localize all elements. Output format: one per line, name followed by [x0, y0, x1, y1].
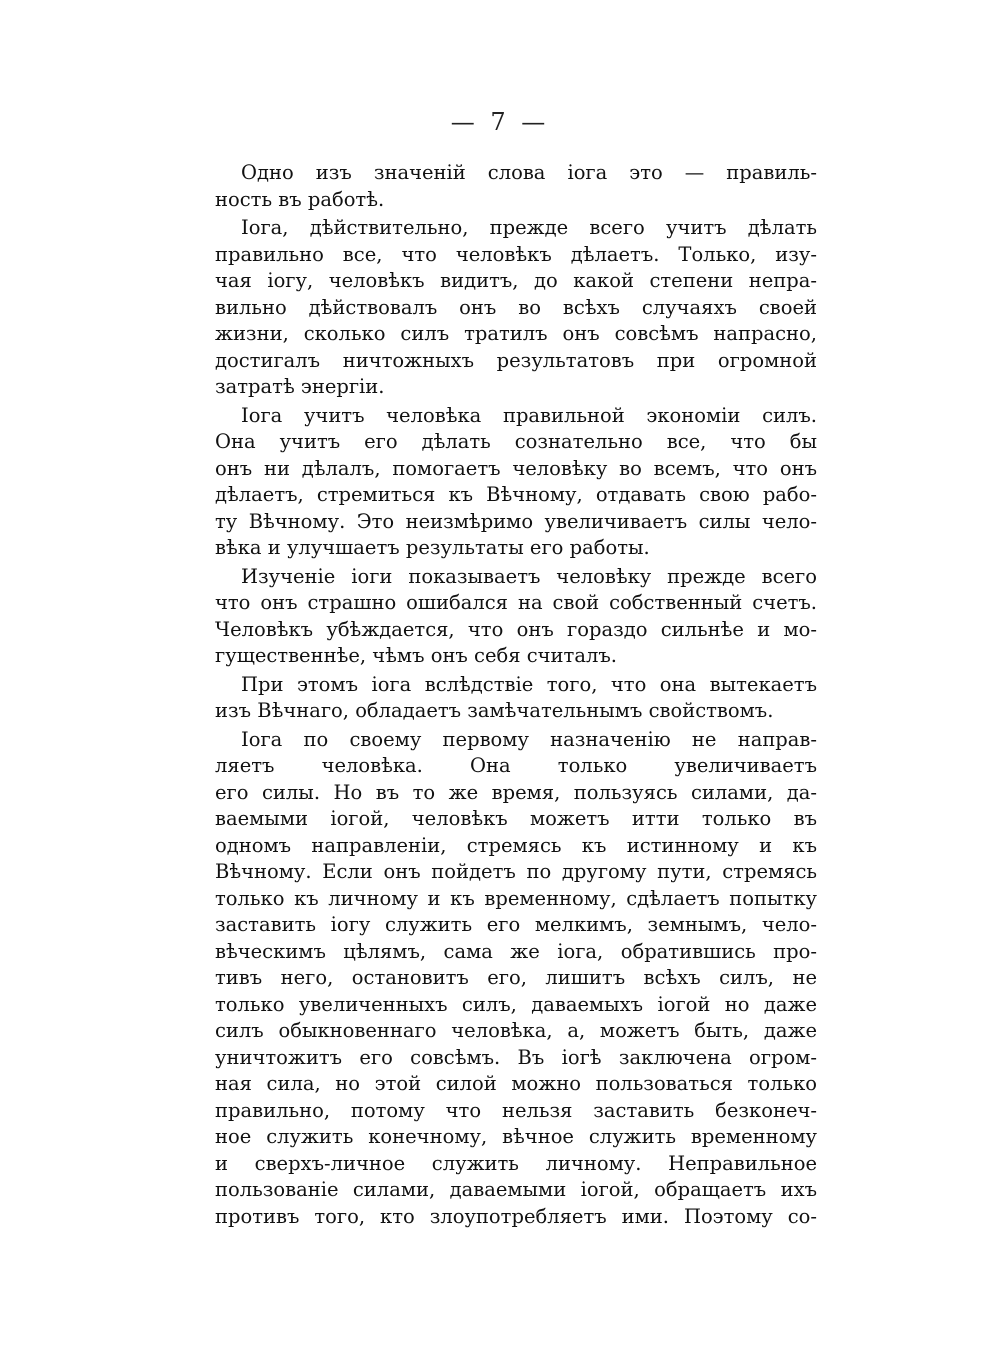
text-line: тивъ него, остановитъ его, лишитъ всѣхъ силъ, не [215, 966, 817, 989]
paragraph [215, 403, 817, 562]
text-line: онъ ни дѣлалъ, помогаетъ человѣку во всемъ, что онъ [215, 456, 817, 480]
text-line: Іога, дѣйствительно, прежде всего учитъ дѣлать [241, 216, 817, 239]
text-line: Одно изъ значеній слова іога это — правиль- [241, 161, 817, 184]
text-line: изъ Вѣчнаго, обладаетъ замѣчательнымъ свойствомъ. [215, 699, 774, 722]
text-line: пользованіе силами, даваемыми іогой, обращаетъ ихъ [215, 1178, 817, 1201]
text-line: только увеличенныхъ силъ, даваемыхъ іогой но даже [215, 992, 817, 1016]
text-line: ваемыми іогой, человѣкъ можетъ итти только въ [215, 807, 817, 830]
text-line: силъ обыкновеннаго человѣка, а, можетъ быть, даже [215, 1019, 817, 1042]
text-line: ное служить конечному, вѣчное служить временному [215, 1125, 817, 1148]
text-line: что онъ страшно ошибался на свой собственный счетъ. [215, 591, 817, 614]
text-line: ту Вѣчному. Это неизмѣримо увеличиваетъ силы чело- [215, 509, 817, 533]
text-line: Іога учитъ человѣка правильной экономіи силъ. [241, 403, 817, 427]
text-line: достигалъ ничтожныхъ результатовъ при огромной [215, 348, 817, 372]
text-line: заставить іогу служить его мелкимъ, земнымъ, чело- [215, 913, 817, 936]
text-line: и сверхъ-личное служить личному. Неправильное [215, 1151, 817, 1175]
text-line: жизни, сколько силъ тратилъ онъ совсѣмъ напрасно, [215, 322, 817, 345]
text-line: Іога по своему первому назначенію не направ- [241, 727, 817, 751]
text-line: только къ личному и къ временному, сдѣлаетъ попытку [215, 886, 817, 910]
text-line: вѣка и улучшаетъ результаты его работы. [215, 536, 650, 559]
text-line: затратѣ энергіи. [215, 375, 385, 398]
text-line: чая іогу, человѣкъ видитъ, до какой степени непра- [215, 269, 817, 292]
page-number: — 7 — [450, 108, 550, 136]
text-line: ная сила, но этой силой можно пользоваться только [215, 1072, 817, 1095]
text-line: ляетъ человѣка. Она только увеличиваетъ [215, 754, 817, 777]
text-line: ность въ работѣ. [215, 187, 385, 211]
text-line: Она учитъ его дѣлать сознательно все, что бы [215, 430, 817, 453]
text-line: Человѣкъ убѣждается, что онъ гораздо сильнѣе и мо- [215, 617, 817, 641]
paragraph [215, 564, 817, 670]
paragraph [215, 215, 817, 401]
text-line: одномъ направленіи, стремясь къ истинному и къ [215, 833, 817, 857]
text-line: правильно, потому что нельзя заставить безконеч- [215, 1098, 817, 1122]
text-line: вѣческимъ цѣлямъ, сама же іога, обратившись про- [215, 939, 817, 963]
text-line: уничтожитъ его совсѣмъ. Въ іогѣ заключена огром- [215, 1045, 817, 1069]
text-line: дѣлаетъ, стремиться къ Вѣчному, отдавать свою рабо- [215, 483, 817, 506]
text-line: При этомъ іога вслѣдствіе того, что она вытекаетъ [241, 672, 817, 696]
text-line: правильно все, что человѣкъ дѣлаетъ. Только, изу- [215, 242, 817, 266]
text-line: его силы. Но въ то же время, пользуясь силами, да- [215, 780, 817, 804]
body-text [215, 160, 817, 1230]
text-line: вильно дѣйствовалъ онъ во всѣхъ случаяхъ своей [215, 295, 817, 319]
paragraph [215, 160, 817, 213]
text-line: гущественнѣе, чѣмъ онъ себя считалъ. [215, 644, 617, 667]
paragraph [215, 727, 817, 1231]
text-line: противъ того, кто злоупотребляетъ ими. Поэтому со- [215, 1204, 817, 1228]
text-line: Изученіе іоги показываетъ человѣку прежде всего [241, 564, 817, 588]
text-line: Вѣчному. Если онъ пойдетъ по другому пути, стремясь [215, 860, 817, 883]
paragraph [215, 672, 817, 725]
